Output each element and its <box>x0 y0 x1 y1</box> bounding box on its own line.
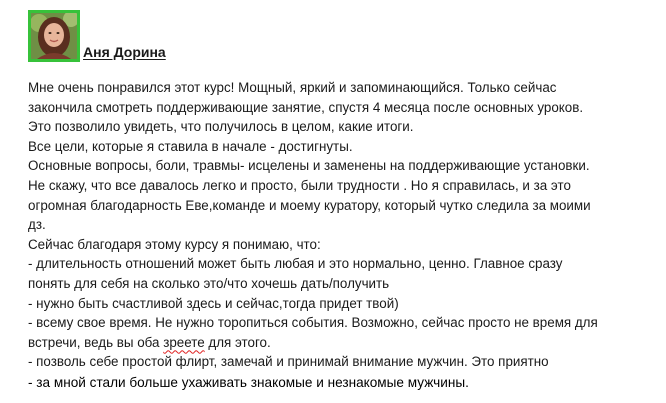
review-text <box>28 78 648 393</box>
author-name-link[interactable]: Аня Дорина <box>83 44 166 60</box>
review-header <box>28 10 166 62</box>
misspelled-word[interactable]: зреете <box>163 334 205 350</box>
review-line: Это позволило увидеть, что получилось в целом, какие итоги. <box>28 119 414 135</box>
review-line: - нужно быть счастливой здесь и сейчас,тогда придет твой) <box>28 295 399 311</box>
review-line: Мне очень понравился этот курс! Мощный, яркий и запоминающийся. Только сейчас <box>28 80 557 95</box>
review-line: - за мной стали больше ухаживать знакомые и незнакомые мужчины. <box>28 374 469 390</box>
review-line: - позволь себе простой флирт, замечай и принимай внимание мужчин. Это приятно <box>28 354 549 370</box>
review-line: Все цели, которые я ставила в начале - достигнуты. <box>28 138 353 154</box>
review-line: огромная благодарность Еве,команде и моему куратору, который чутко следила за моими <box>28 197 591 213</box>
review-line: - всему свое время. Не нужно торопиться события. Возможно, сейчас просто не время для <box>28 315 598 331</box>
review-line: дз. <box>28 217 46 233</box>
review-line: Не скажу, что все давалось легко и просто, были трудности . Но я справилась, и за это <box>28 177 571 193</box>
review-line <box>28 333 648 353</box>
user-photo-icon <box>31 13 77 59</box>
review-line: Основные вопросы, боли, травмы- исцелены и заменены на поддерживающие установки. <box>28 158 590 174</box>
review-line: закончила смотреть поддерживающие занятие, спустя 4 месяца после основных уроков. <box>28 99 584 115</box>
review-text-segment: встречи, ведь вы оба <box>28 334 164 350</box>
review-line: - длительность отношений может быть любая и это нормально, ценно. Главное сразу <box>28 256 563 272</box>
review-line: Сейчас благодаря этому курсу я понимаю, что: <box>28 236 321 252</box>
review-text-segment: для этого. <box>204 334 271 350</box>
review-line: понять для себя на сколько это/что хочешь дать/получить <box>28 275 390 291</box>
author-avatar[interactable] <box>28 10 80 62</box>
